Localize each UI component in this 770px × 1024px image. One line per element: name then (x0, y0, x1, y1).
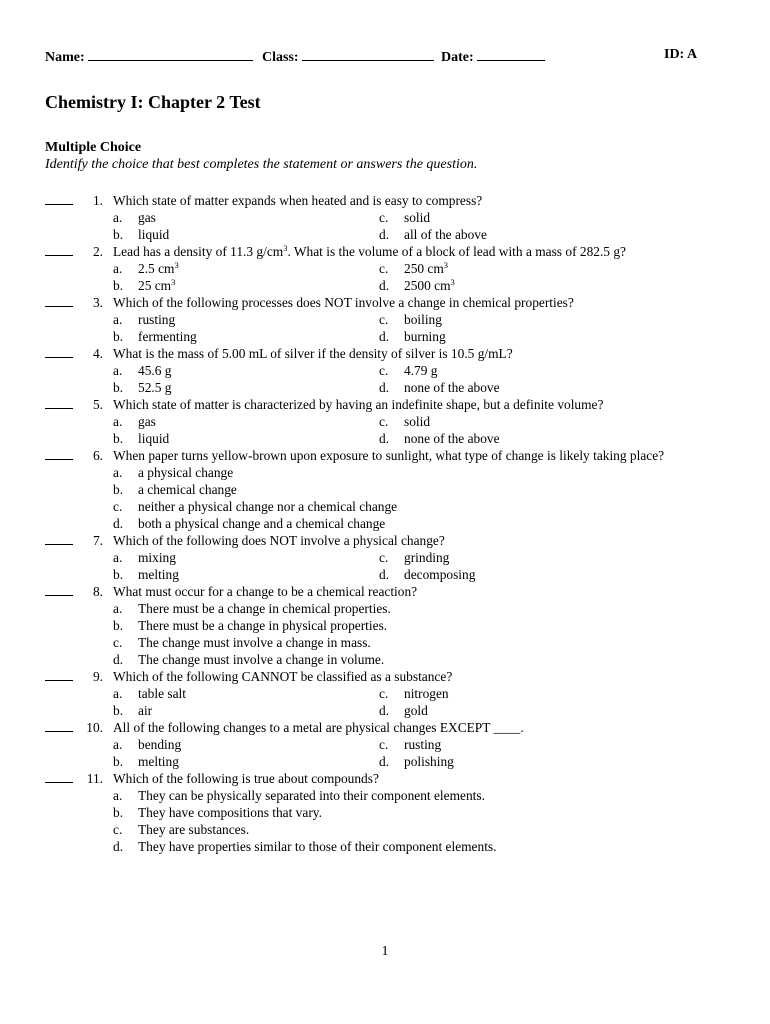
choice-text (404, 226, 487, 243)
choice-text-body: solid (404, 414, 431, 429)
answer-blank[interactable] (45, 204, 73, 205)
choice-text-body: gas (138, 414, 156, 429)
choice-letter: d. (379, 227, 390, 242)
choice-text (404, 736, 441, 753)
choice-text-body: neither a physical change nor a chemical change (138, 499, 398, 514)
choice-letter: b. (113, 703, 124, 718)
question-number: 4. (92, 346, 103, 361)
page-title: Chemistry I: Chapter 2 Test (45, 92, 261, 112)
question-number: 7. (92, 533, 103, 548)
choice-text (138, 498, 397, 515)
choice-letter: a. (113, 210, 123, 225)
choice-text-body: They can be physically separated into their component elements. (138, 788, 485, 803)
choice-text-body: There must be a change in chemical properties. (138, 601, 391, 616)
choice-text (138, 821, 249, 838)
question (0, 243, 770, 294)
choice-letter: b. (113, 278, 124, 293)
page-number: 1 (381, 944, 389, 959)
answer-choice (113, 413, 379, 430)
answer-choice (379, 379, 639, 396)
answer-choice (379, 226, 639, 243)
question-stem: Which state of matter is characterized by having an indefinite shape, but a definite volume? (113, 397, 604, 412)
choice-text (404, 379, 500, 396)
choice-text-body: fermenting (138, 329, 197, 344)
answer-choice (379, 413, 639, 430)
question (0, 396, 770, 447)
answer-choice (113, 226, 379, 243)
choice-text-body: a physical change (138, 465, 234, 480)
choice-letter: a. (113, 788, 123, 803)
answer-choice (113, 736, 379, 753)
choice-text-body: mixing (138, 550, 176, 565)
choice-letter: d. (379, 431, 390, 446)
question (0, 583, 770, 668)
choice-superscript: 3 (171, 277, 176, 287)
date-field (441, 47, 545, 66)
choice-text (138, 464, 233, 481)
choice-text (138, 617, 387, 634)
answer-choice (113, 328, 379, 345)
answer-choice (379, 566, 639, 583)
choice-text-body: none of the above (404, 431, 500, 446)
question-stem: When paper turns yellow-brown upon exposure to sunlight, what type of change is likely taking place? (113, 448, 665, 463)
choice-letter: d. (379, 329, 390, 344)
answer-choice (379, 362, 639, 379)
choice-superscript: 3 (174, 260, 179, 270)
choice-letter: b. (113, 431, 124, 446)
answer-choice (113, 260, 379, 277)
answer-choice (379, 549, 639, 566)
choice-letter: d. (379, 278, 390, 293)
choice-text (138, 430, 169, 447)
choice-text-body: all of the above (404, 227, 487, 242)
choice-letter: b. (113, 567, 124, 582)
question-number: 9. (92, 669, 103, 684)
answer-choice (113, 753, 379, 770)
choice-text (404, 685, 449, 702)
answer-choice (113, 702, 379, 719)
date-label: Date: (441, 50, 474, 65)
choice-text-body: 25 cm (138, 278, 172, 293)
choice-letter: a. (113, 414, 123, 429)
name-label: Name: (45, 50, 85, 65)
answer-choice (113, 787, 770, 804)
choice-letter: c. (113, 822, 123, 837)
id-label: ID: A (664, 47, 698, 62)
answer-choices (113, 736, 770, 770)
choice-letter: b. (113, 618, 124, 633)
choice-letter: d. (379, 703, 390, 718)
choice-text (138, 600, 391, 617)
question-number: 10. (86, 720, 103, 735)
choice-text-body: liquid (138, 431, 170, 446)
question-stem: Which of the following does NOT involve a physical change? (113, 533, 445, 548)
question (0, 294, 770, 345)
question-number: 6. (92, 448, 103, 463)
answer-choice (113, 515, 770, 532)
answer-choices (113, 600, 770, 668)
choice-text (138, 311, 175, 328)
choice-letter: a. (113, 686, 123, 701)
choice-text-body: solid (404, 210, 431, 225)
question-stem (113, 243, 770, 260)
stem-text: . What is the volume of a block of lead with a mass of 282.5 g? (287, 244, 626, 259)
question-stem: All of the following changes to a metal are physical changes EXCEPT ____. (113, 720, 524, 735)
choice-text-body: gas (138, 210, 156, 225)
answer-choice (379, 209, 639, 226)
header (0, 47, 770, 67)
answer-choice (113, 209, 379, 226)
choice-text (138, 209, 156, 226)
answer-choices (113, 464, 770, 532)
choice-letter: c. (379, 737, 389, 752)
choice-text-body: nitrogen (404, 686, 449, 701)
choice-text (138, 651, 384, 668)
choice-text (138, 787, 485, 804)
choice-text-body: air (138, 703, 153, 718)
choice-text (138, 838, 496, 855)
choice-letter: a. (113, 550, 123, 565)
answer-choice (113, 498, 770, 515)
choice-text-body: both a physical change and a chemical change (138, 516, 386, 531)
choice-letter: c. (113, 635, 123, 650)
answer-choices (113, 209, 770, 243)
answer-choice (379, 311, 639, 328)
question (0, 345, 770, 396)
answer-choices (113, 362, 770, 396)
class-label: Class: (262, 50, 299, 65)
question (0, 447, 770, 532)
answer-choice (113, 430, 379, 447)
answer-choices (113, 787, 770, 855)
answer-choice (379, 753, 639, 770)
choice-letter: d. (379, 567, 390, 582)
choice-letter: a. (113, 261, 123, 276)
answer-choice (379, 736, 639, 753)
choice-letter: c. (379, 363, 389, 378)
answer-choice (113, 600, 770, 617)
choice-text-body: There must be a change in physical properties. (138, 618, 388, 633)
choice-text (138, 804, 322, 821)
choice-text (138, 277, 175, 294)
choice-superscript: 3 (450, 277, 455, 287)
name-blank (88, 47, 253, 61)
answer-choices (113, 413, 770, 447)
choice-text (138, 753, 179, 770)
choice-text-body: 4.79 g (404, 363, 438, 378)
choice-text-body: bending (138, 737, 182, 752)
answer-choice (379, 260, 639, 277)
answer-choice (113, 311, 379, 328)
choice-letter: a. (113, 312, 123, 327)
choice-text (404, 413, 430, 430)
answer-choice (113, 821, 770, 838)
answer-choice (113, 277, 379, 294)
answer-choice (379, 430, 639, 447)
answer-choice (113, 549, 379, 566)
choice-letter: c. (379, 261, 389, 276)
question-stem: Which of the following CANNOT be classified as a substance? (113, 669, 453, 684)
answer-choice (113, 566, 379, 583)
answer-blank[interactable] (45, 782, 73, 783)
question-stem: What must occur for a change to be a chemical reaction? (113, 584, 418, 599)
question (0, 192, 770, 243)
choice-letter: d. (113, 652, 124, 667)
question-number: 5. (92, 397, 103, 412)
choice-text (404, 311, 442, 328)
choice-text (404, 702, 428, 719)
choice-text-body: melting (138, 567, 179, 582)
choice-text-body: rusting (138, 312, 176, 327)
choice-letter: b. (113, 805, 124, 820)
section-instructions: Identify the choice that best completes the statement or answers the question. (45, 157, 478, 172)
question (0, 719, 770, 770)
answer-choice (113, 838, 770, 855)
choice-text (138, 481, 237, 498)
choice-text (404, 362, 437, 379)
choice-letter: c. (113, 499, 123, 514)
choice-text-body: They are substances. (138, 822, 250, 837)
choice-text (404, 566, 475, 583)
name-field (45, 47, 253, 66)
answer-choices (113, 549, 770, 583)
choice-text (404, 260, 448, 277)
choice-text-body: The change must involve a change in volume. (138, 652, 385, 667)
choice-letter: d. (379, 754, 390, 769)
answer-choice (379, 277, 639, 294)
choice-text-body: decomposing (404, 567, 476, 582)
answer-choice (113, 362, 379, 379)
choice-text (138, 328, 197, 345)
choice-text (138, 362, 171, 379)
choice-letter: d. (113, 516, 124, 531)
choice-text-body: none of the above (404, 380, 500, 395)
choice-text-body: 2500 cm (404, 278, 451, 293)
choice-letter: a. (113, 465, 123, 480)
choice-text (138, 226, 169, 243)
answer-blank[interactable] (45, 255, 73, 256)
answer-choice (113, 464, 770, 481)
choice-text (138, 566, 179, 583)
choice-letter: c. (379, 312, 389, 327)
answer-blank[interactable] (45, 357, 73, 358)
choice-letter: a. (113, 363, 123, 378)
answer-blank[interactable] (45, 544, 73, 545)
choice-text-body: 250 cm (404, 261, 444, 276)
answer-blank[interactable] (45, 408, 73, 409)
answer-choice (379, 328, 639, 345)
choice-letter: b. (113, 329, 124, 344)
choice-text (404, 277, 455, 294)
answer-blank[interactable] (45, 459, 73, 460)
question-stem: Which of the following processes does NOT involve a change in chemical properties? (113, 295, 574, 310)
choice-text (138, 260, 179, 277)
section-title: Multiple Choice (45, 140, 142, 155)
answer-choices (113, 311, 770, 345)
answer-choice (113, 617, 770, 634)
choice-text-body: melting (138, 754, 179, 769)
answer-choice (113, 651, 770, 668)
choice-letter: a. (113, 601, 123, 616)
question (0, 770, 770, 855)
choice-text-body: 45.6 g (138, 363, 172, 378)
answer-choices (113, 685, 770, 719)
answer-choice (113, 804, 770, 821)
choice-letter: a. (113, 737, 123, 752)
choice-text-body: a chemical change (138, 482, 237, 497)
choice-letter: b. (113, 482, 124, 497)
choice-letter: c. (379, 210, 389, 225)
choice-text (404, 209, 430, 226)
choice-text (138, 702, 152, 719)
class-field (262, 47, 434, 66)
question-number: 11. (86, 771, 103, 786)
choice-superscript: 3 (443, 260, 449, 270)
question (0, 532, 770, 583)
answer-choice (113, 379, 379, 396)
question-number: 1. (92, 193, 103, 208)
choice-text-body: boiling (404, 312, 442, 327)
choice-letter: d. (113, 839, 124, 854)
choice-text (138, 515, 385, 532)
question (0, 668, 770, 719)
choice-text-body: polishing (404, 754, 454, 769)
choice-letter: b. (113, 227, 124, 242)
answer-choice (113, 481, 770, 498)
choice-text (138, 736, 181, 753)
answer-choices (113, 260, 770, 294)
choice-text (404, 549, 449, 566)
choice-text-body: They have compositions that vary. (138, 805, 322, 820)
choice-letter: c. (379, 550, 389, 565)
choice-text-body: burning (404, 329, 446, 344)
question-list (0, 192, 770, 855)
choice-text (138, 549, 176, 566)
answer-choice (113, 634, 770, 651)
choice-text (404, 328, 446, 345)
choice-text (138, 379, 171, 396)
choice-text (404, 753, 454, 770)
answer-blank[interactable] (45, 595, 73, 596)
choice-text (138, 413, 156, 430)
answer-choice (113, 685, 379, 702)
answer-blank[interactable] (45, 680, 73, 681)
choice-text-body: table salt (138, 686, 186, 701)
choice-text (138, 634, 371, 651)
question-number: 2. (92, 244, 103, 259)
choice-text-body: gold (404, 703, 428, 718)
question-stem: What is the mass of 5.00 mL of silver if the density of silver is 10.5 g/mL? (113, 346, 513, 361)
choice-letter: b. (113, 380, 124, 395)
answer-blank[interactable] (45, 306, 73, 307)
stem-superscript: 3 (283, 243, 288, 253)
question-stem: Which of the following is true about compounds? (113, 771, 379, 786)
answer-choice (379, 685, 639, 702)
choice-text-body: liquid (138, 227, 170, 242)
choice-letter: c. (379, 414, 389, 429)
choice-letter: c. (379, 686, 389, 701)
question-stem: Which state of matter expands when heated and is easy to compress? (113, 193, 483, 208)
choice-text-body: grinding (404, 550, 450, 565)
answer-choice (379, 702, 639, 719)
answer-blank[interactable] (45, 731, 73, 732)
choice-text-body: 2.5 cm (138, 261, 175, 276)
choice-letter: d. (379, 380, 390, 395)
choice-text (404, 430, 500, 447)
choice-text-body: The change must involve a change in mass. (138, 635, 371, 650)
choice-text (138, 685, 186, 702)
stem-text: Lead has a density of 11.3 g/cm (113, 244, 284, 259)
choice-text-body: 52.5 g (138, 380, 172, 395)
date-blank (477, 47, 545, 61)
class-blank (302, 47, 434, 61)
question-number: 8. (92, 584, 103, 599)
choice-letter: b. (113, 754, 124, 769)
question-number: 3. (92, 295, 103, 310)
choice-text-body: rusting (404, 737, 442, 752)
choice-text-body: They have properties similar to those of their component elements. (138, 839, 497, 854)
